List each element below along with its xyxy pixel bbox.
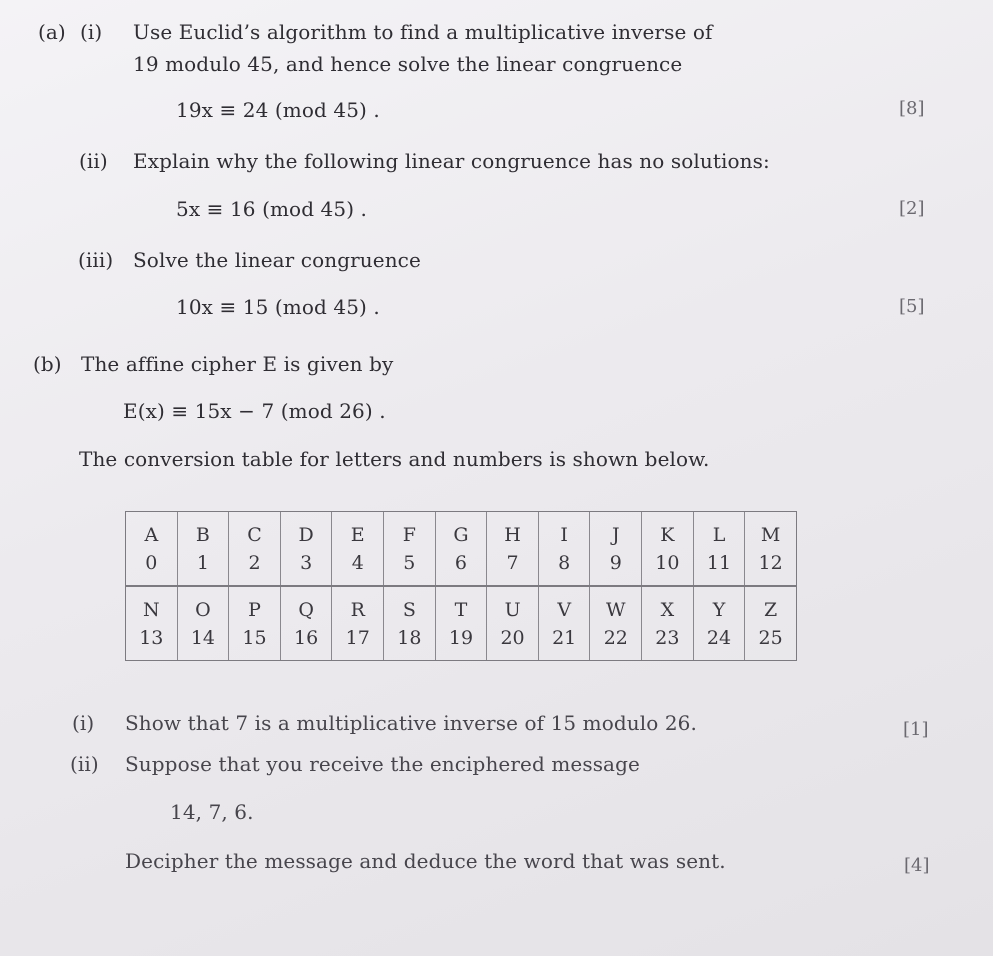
cell-letter: N [142,598,160,621]
table-cell [435,512,487,585]
part-a-iii-equation: 10x ≡ 15 (mod 45) . [176,295,380,319]
cell-number: 16 [294,626,319,649]
cell-number: 15 [242,626,267,649]
table-cell [744,587,796,660]
cell-number: 11 [706,551,732,574]
part-a-i-equation: 19x ≡ 24 (mod 45) . [176,98,380,122]
part-b-intro: The affine cipher E is given by [81,352,394,376]
part-a-i-label: (i) [80,20,103,44]
cell-letter: Y [712,598,726,621]
part-b-ii-marks: [4] [904,855,930,876]
part-b-ii-message: 14, 7, 6. [170,800,254,824]
table-cell [126,587,177,660]
cell-number: 23 [655,626,680,649]
cell-letter: S [402,598,416,621]
part-a-i-line2: 19 modulo 45, and hence solve the linear congruence [133,52,683,76]
part-b-i-label: (i) [72,711,95,735]
cell-letter: X [660,598,675,621]
part-b-ii-label: (ii) [70,752,99,776]
cell-number: 12 [758,551,783,574]
cell-number: 5 [403,551,416,574]
cell-number: 10 [655,551,680,574]
table-cell [538,587,590,660]
part-a-ii-text: Explain why the following linear congruence has no solutions: [133,149,770,173]
table-cell [435,587,487,660]
table-cell [383,512,435,585]
cell-letter: I [560,523,568,546]
cell-letter: U [504,598,521,621]
table-cell [228,512,280,585]
cell-letter: F [402,523,416,546]
cell-letter: E [350,523,365,546]
part-a-iii-label: (iii) [78,248,114,272]
cell-letter: P [248,598,261,621]
cell-letter: T [454,598,468,621]
table-row [126,512,796,585]
table-cell [126,512,177,585]
cell-letter: C [247,523,262,546]
table-cell [538,512,590,585]
cell-letter: B [195,523,210,546]
cell-letter: R [350,598,365,621]
cell-letter: K [660,523,675,546]
part-a-iii-text: Solve the linear congruence [133,248,421,272]
part-a-iii-marks: [5] [899,296,925,317]
part-b-ii-decipher: Decipher the message and deduce the word that was sent. [125,849,726,873]
cell-letter: M [760,523,781,546]
cell-number: 14 [190,626,215,649]
cell-number: 1 [196,551,209,574]
part-b-ii-text: Suppose that you receive the enciphered message [125,752,640,776]
part-b-i-marks: [1] [903,719,929,740]
cell-number: 8 [558,551,571,574]
table-cell [589,512,641,585]
table-cell [486,512,538,585]
cell-number: 24 [706,626,732,649]
part-b-label: (b) [33,352,62,376]
cell-number: 19 [448,626,474,649]
cell-letter: W [606,598,626,621]
cell-number: 4 [351,551,364,574]
cell-letter: A [144,523,159,546]
cell-number: 13 [139,626,164,649]
table-cell [177,587,229,660]
cell-number: 20 [500,626,525,649]
part-b-cipher-equation: E(x) ≡ 15x − 7 (mod 26) . [123,399,386,423]
part-a-label: (a) [38,20,66,44]
cell-number: 0 [145,551,158,574]
part-b-i-text: Show that 7 is a multiplicative inverse of 15 modulo 26. [125,711,697,735]
cell-number: 7 [506,551,519,574]
cell-letter: J [611,523,620,546]
cell-letter: L [712,523,726,546]
part-a-ii-label: (ii) [79,149,108,173]
table-cell [589,587,641,660]
table-cell [177,512,229,585]
cell-number: 3 [300,551,313,574]
cell-letter: D [298,523,314,546]
cell-number: 6 [454,551,467,574]
part-a-i-line1: Use Euclid’s algorithm to find a multiplicative inverse of [133,20,713,44]
cell-letter: H [504,523,521,546]
table-cell [693,512,745,585]
cell-number: 21 [552,626,577,649]
table-cell [641,512,693,585]
cell-letter: G [453,523,469,546]
table-cell [280,587,332,660]
cell-number: 17 [345,626,370,649]
cell-letter: Q [298,598,314,621]
cell-number: 2 [248,551,261,574]
table-cell [486,587,538,660]
table-cell [280,512,332,585]
cell-number: 9 [609,551,622,574]
conversion-table [125,511,797,661]
table-cell [693,587,745,660]
cell-number: 18 [397,626,422,649]
table-row [126,585,796,660]
table-cell [641,587,693,660]
table-cell [331,587,383,660]
table-cell [383,587,435,660]
cell-number: 22 [603,626,628,649]
part-a-ii-marks: [2] [899,198,925,219]
cell-letter: Z [764,598,778,621]
table-cell [228,587,280,660]
part-a-ii-equation: 5x ≡ 16 (mod 45) . [176,197,368,221]
cell-letter: O [195,598,211,621]
table-cell [744,512,796,585]
cell-number: 25 [758,626,783,649]
part-b-table-intro: The conversion table for letters and numbers is shown below. [79,447,710,471]
part-a-i-marks: [8] [899,98,925,119]
table-cell [331,512,383,585]
cell-letter: V [557,598,572,621]
